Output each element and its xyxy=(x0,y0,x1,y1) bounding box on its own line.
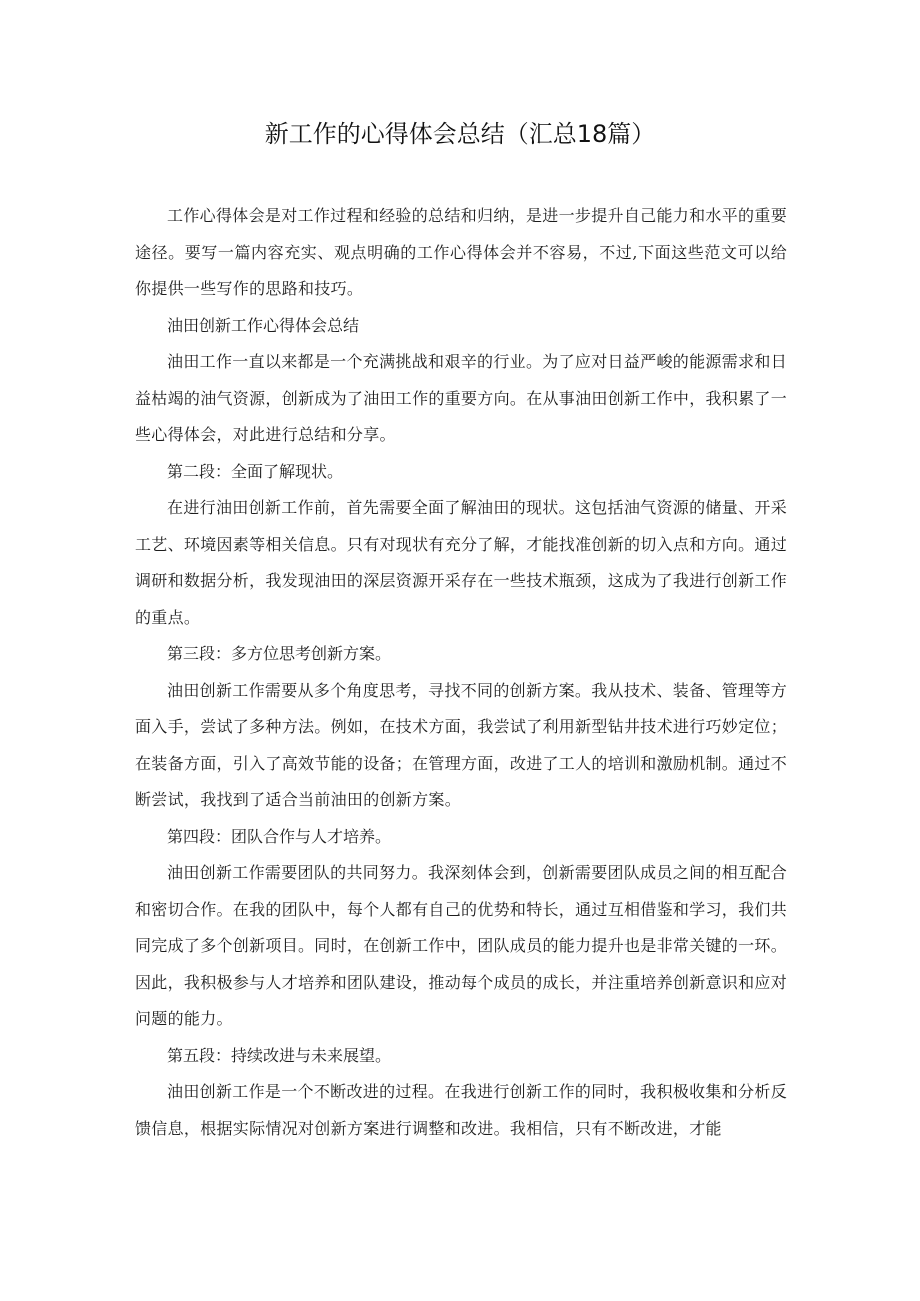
body-paragraph: 油田创新工作是一个不断改进的过程。在我进行创新工作的同时，我积极收集和分析反馈信息，根据实际情况对创新方案进行调整和改进。我相信，只有不断改进，才能 xyxy=(135,1082,787,1138)
section-heading-oilfield: 油田创新工作心得体会总结 xyxy=(167,315,360,335)
section-heading-4: 第四段：团队合作与人才培养。 xyxy=(167,826,392,846)
section-heading-2: 第二段：全面了解现状。 xyxy=(167,461,344,481)
body-paragraph: 油田创新工作需要从多个角度思考，寻找不同的创新方案。我从技术、装备、管理等方面入手，尝试了多种方法。例如，在技术方面，我尝试了利用新型钻井技术进行巧妙定位；在装备方面，引入了高效节能的设备；在管理方面，改进了工人的培训和激励机制。通过不断尝试，我找到了适合当前油田的创新方案。 xyxy=(135,680,788,809)
intro-paragraph: 工作心得体会是对工作过程和经验的总结和归纳，是进一步提升自己能力和水平的重要途径。要写一篇内容充实、观点明确的工作心得体会并不容易，不过,下面这些范文可以给你提供一些写作的思路和技巧。 xyxy=(135,206,787,298)
section-heading-3: 第三段：多方位思考创新方案。 xyxy=(167,644,392,663)
document-body xyxy=(135,198,787,1147)
body-paragraph: 油田创新工作需要团队的共同努力。我深刻体会到，创新需要团队成员之间的相互配合和密切合作。在我的团队中，每个人都有自己的优势和特长，通过互相借鉴和学习，我们共同完成了多个创新项目。同时，在创新工作中，团队成员的能力提升也是非常关键的一环。因此，我积极参与人才培养和团队建设，推动每个成员的成长，并注重培养创新意识和应对问题的能力。 xyxy=(135,863,788,1028)
section-heading-5: 第五段：持续改进与未来展望。 xyxy=(167,1045,392,1065)
body-paragraph: 油田工作一直以来都是一个充满挑战和艰辛的行业。为了应对日益严峻的能源需求和日益枯竭的油气资源，创新成为了油田工作的重要方向。在从事油田创新工作中，我积累了一些心得体会，对此进行总结和分享。 xyxy=(135,352,788,444)
body-paragraph: 在进行油田创新工作前，首先需要全面了解油田的现状。这包括油气资源的储量、开采工艺、环境因素等相关信息。只有对现状有充分了解，才能找准创新的切入点和方向。通过调研和数据分析，我发现油田的深层资源开采存在一些技术瓶颈，这成为了我进行创新工作的重点。 xyxy=(135,498,788,627)
document-title: 新工作的心得体会总结（汇总18篇） xyxy=(264,120,656,148)
